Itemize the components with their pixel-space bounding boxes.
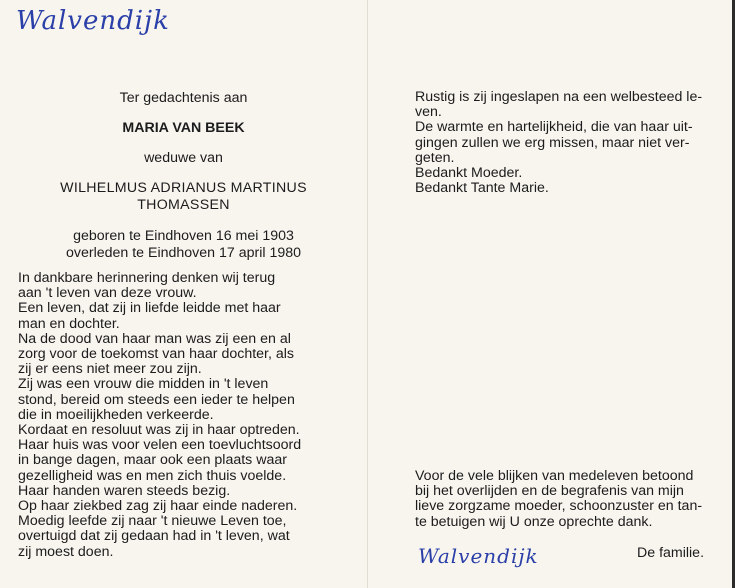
text-line: De warmte en hartelijkheid, die van haar uit-: [415, 119, 693, 136]
text-line: Haar huis was voor velen een toevluchtsoord: [18, 437, 302, 454]
text-line: Bedankt Tante Marie.: [415, 180, 549, 197]
text-line: zorg voor de toekomst van haar dochter, als: [18, 346, 295, 363]
text-line: zij moest doen.: [18, 543, 114, 560]
text-line: Moedig leefde zij naar 't nieuwe Leven toe,: [18, 513, 287, 530]
text-line: Bedankt Moeder.: [415, 165, 523, 182]
birth-line: geboren te Eindhoven 16 mei 1903: [73, 228, 294, 244]
text-line: ven.: [415, 104, 442, 121]
widow-of-label: weduwe van: [144, 150, 223, 166]
husband-name-line: THOMASSEN: [137, 197, 230, 213]
text-line: gingen zullen we erg missen, maar niet ver-: [415, 134, 690, 151]
text-line: gezelligheid was en men zich thuis voelde.: [18, 467, 287, 484]
text-line: geten.: [415, 149, 455, 166]
text-line: Rustig is zij ingeslapen na een welbesteed le-: [415, 89, 703, 105]
life-dates: [0, 228, 367, 262]
text-line: stond, bereid om steeds een ieder te helpen: [18, 391, 295, 408]
memorial-heading: Ter gedachtenis aan: [119, 90, 248, 106]
remembrance-text: [18, 271, 330, 560]
text-line: Op haar ziekbed zag zij haar einde naderen.: [18, 498, 298, 515]
text-line: overtuigd dat zij gedaan had in 't leven, wat: [18, 528, 290, 545]
text-line: bij het overlijden en de begrafenis van mijn: [415, 483, 684, 500]
text-line: Voor de vele blijken van medeleven betoond: [415, 468, 694, 484]
text-line: in bange dagen, maar ook een plaats waar: [18, 452, 287, 469]
deceased-name: MARIA VAN BEEK: [122, 120, 245, 136]
text-line: lieve zorgzame moeder, schoonzuster en tan-: [415, 498, 703, 515]
farewell-text: [415, 90, 715, 196]
text-line: te betuigen wij U onze oprechte dank.: [415, 513, 653, 530]
text-line: In dankbare herinnering denken wij terug: [18, 270, 276, 286]
husband-name-line: WILHELMUS ADRIANUS MARTINUS: [60, 180, 307, 196]
text-line: Haar handen waren steeds bezig.: [18, 482, 231, 499]
text-line: Zij was een vrouw die midden in 't leven: [18, 376, 269, 393]
text-line: Kordaat en resoluut was zij in haar optreden.: [18, 422, 300, 439]
handwritten-name-bottom: Walvendijk: [418, 544, 539, 568]
husband-name: [0, 180, 367, 214]
text-line: man en dochter.: [18, 315, 120, 332]
death-line: overleden te Eindhoven 17 april 1980: [65, 245, 302, 261]
handwritten-name-top: Walvendijk: [16, 6, 170, 36]
text-line: zij er eens niet meer zou zijn.: [18, 361, 202, 378]
signoff: De familie.: [637, 545, 705, 561]
text-line: die in moeilijkheden verkeerde.: [18, 406, 214, 423]
text-line: Een leven, dat zij in liefde leidde met haar: [18, 300, 281, 317]
thanks-text: [415, 469, 715, 530]
text-line: Na de dood van haar man was zij een en al: [18, 330, 291, 347]
text-line: aan 't leven van deze vrouw.: [18, 285, 197, 302]
card-fold: [367, 0, 368, 588]
